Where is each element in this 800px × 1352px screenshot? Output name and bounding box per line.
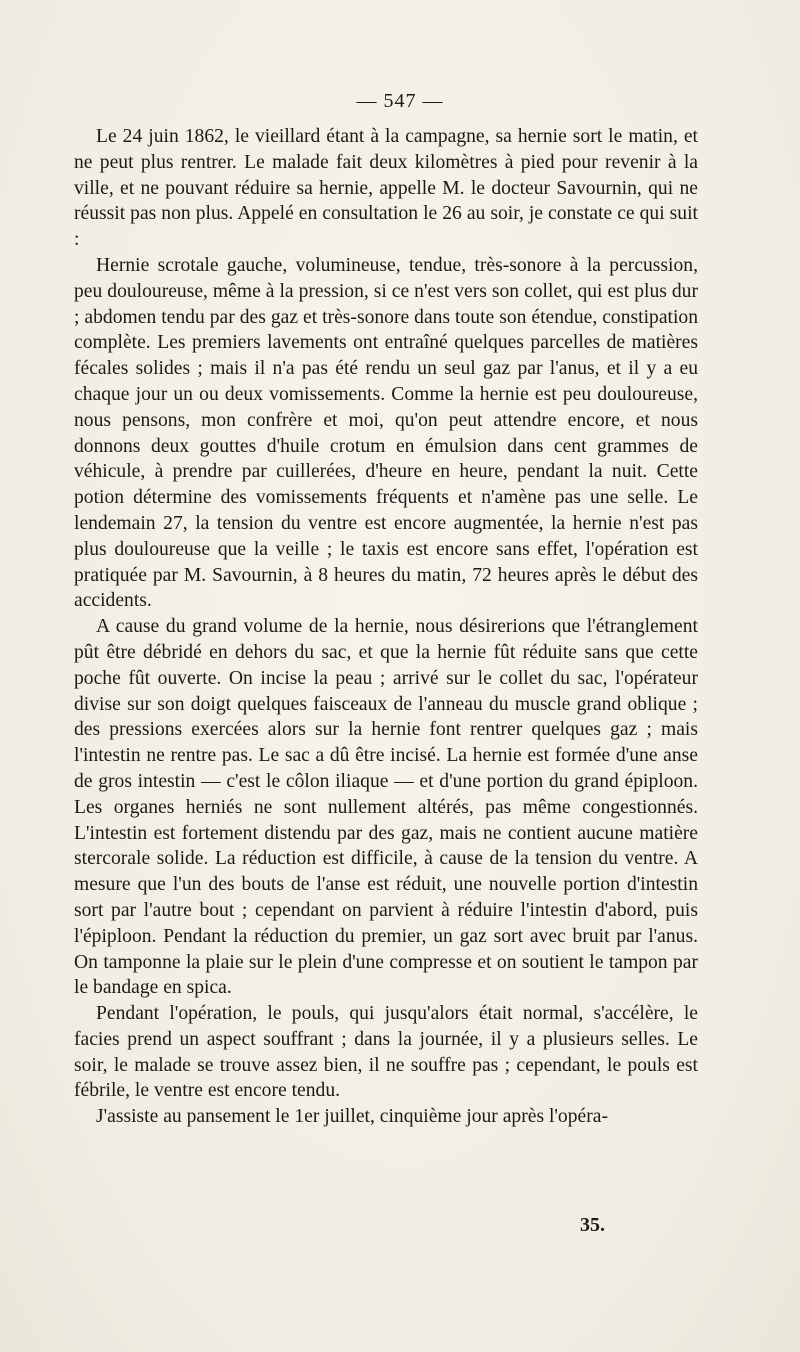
paragraph-5: J'assiste au pansement le 1er juillet, cinquième jour après l'opéra- <box>96 1106 608 1128</box>
paragraph-4: Pendant l'opération, le pouls, qui jusqu'alors était normal, s'accélère, le facies prend un aspect souffrant ; dans la journée, il y a plusieurs selles. Le soir, le malade se trouve assez bien, il ne souffre pas ; cependant, le pouls est fébrile, le ventre est encore tendu. <box>74 1003 698 1102</box>
signature-mark: 35. <box>580 1214 605 1236</box>
paragraph-2: Hernie scrotale gauche, volumineuse, tendue, très-sonore à la percussion, peu douloureuse, même à la pression, si ce n'est vers son collet, qui est plus dur ; abdomen tendu par des gaz et très-sonore dans toute son étendue, constipation complète. Les premiers lavements ont entraîné quelques parcelles de matières fécales solides ; mais il n'a pas été rendu un seul gaz par l'anus, et il y a eu chaque jour un ou deux vomissements. Comme la hernie est peu douloureuse, nous pensons, mon confrère et moi, qu'on peut attendre encore, et nous donnons deux gouttes d'huile crotum en émulsion dans cent grammes de véhicule, à prendre par cuillerées, d'heure en heure, pendant la nuit. Cette potion détermine des vomissements fréquents et n'amène pas une selle. Le lendemain 27, la tension du ventre est encore augmentée, la hernie n'est pas plus douloureuse que la veille ; le taxis est encore sans effet, l'opération est pratiquée par M. Savournin, à 8 heures du matin, 72 heures après le début des accidents. <box>74 254 698 612</box>
body-text <box>74 124 698 1130</box>
paragraph-3: A cause du grand volume de la hernie, nous désirerions que l'étranglement pût être débridé en dehors du sac, et que la hernie fût réduite sans que cette poche fût ouverte. On incise la peau ; arrivé sur le collet du sac, l'opérateur divise sur son doigt quelques faisceaux de l'anneau du muscle grand oblique ; des pressions exercées alors sur la hernie font rentrer quelques gaz ; mais l'intestin ne rentre pas. Le sac a dû être incisé. La hernie est formée d'une anse de gros intestin — c'est le côlon iliaque — et d'une portion du grand épiploon. Les organes herniés ne sont nullement altérés, pas même congestionnés. L'intestin est fortement distendu par des gaz, mais ne contient aucune matière stercorale solide. La réduction est difficile, à cause de la tension du ventre. A mesure que l'un des bouts de l'anse est réduit, une nouvelle portion d'intestin sort par l'autre bout ; cependant on parvient à réduire l'intestin d'abord, puis l'épiploon. Pendant la réduction du premier, un gaz sort avec bruit par l'anus. On tamponne la plaie sur le plein d'une compresse et on soutient le tampon par le bandage en spica. <box>74 616 698 999</box>
page-number: — 547 — <box>356 90 444 112</box>
paragraph-1: Le 24 juin 1862, le vieillard étant à la campagne, sa hernie sort le matin, et ne peut plus rentrer. Le malade fait deux kilomètres à pied pour revenir à la ville, et ne pouvant réduire sa hernie, appelle M. le docteur Savournin, qui ne réussit pas non plus. Appelé en consultation le 26 au soir, je constate ce qui suit : <box>74 126 698 251</box>
